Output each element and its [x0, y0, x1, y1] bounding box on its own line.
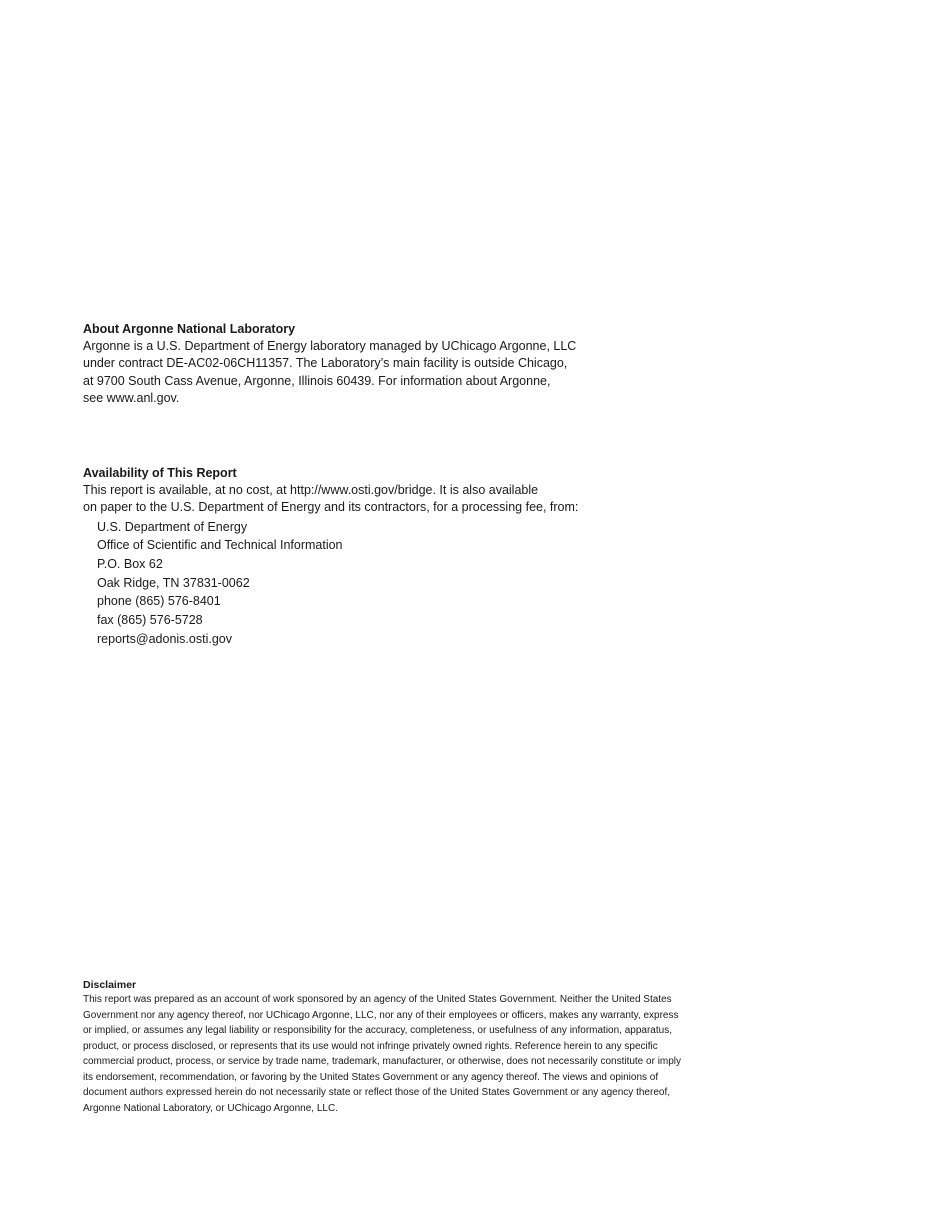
address-line: Office of Scientific and Technical Information: [97, 538, 343, 553]
disclaimer-line: or implied, or assumes any legal liability or responsibility for the accuracy, completeness, or usefulness of any information, apparatus,: [83, 1025, 672, 1036]
about-heading: About Argonne National Laboratory: [83, 322, 296, 336]
disclaimer-section: [83, 978, 743, 1116]
disclaimer-line: Government nor any agency thereof, nor UChicago Argonne, LLC, nor any of their employees or officers, makes any warranty, express: [83, 1009, 679, 1021]
availability-heading: Availability of This Report: [83, 466, 237, 480]
disclaimer-line: This report was prepared as an account of work sponsored by an agency of the United States Government. Neither the United States: [83, 994, 672, 1005]
address-line: U.S. Department of Energy: [97, 519, 248, 534]
disclaimer-line: commercial product, process, or service by trade name, trademark, manufacturer, or otherwise, does not necessarily constitute or imply: [83, 1056, 682, 1067]
about-section: [83, 321, 643, 407]
availability-section: [83, 465, 643, 649]
disclaimer-line: product, or process disclosed, or represents that its use would not infringe privately owned rights. Reference herein to any specific: [83, 1040, 658, 1052]
availability-line: This report is available, at no cost, at http://www.osti.gov/bridge. It is also available: [83, 483, 539, 497]
email-line: reports@adonis.osti.gov: [97, 631, 232, 646]
disclaimer-line: its endorsement, recommendation, or favoring by the United States Government or any agency thereof. The views and opinions of: [83, 1071, 659, 1083]
phone-line: phone (865) 576-8401: [97, 594, 221, 609]
disclaimer-line: document authors expressed herein do not necessarily state or reflect those of the United States Government or any agency thereof,: [83, 1087, 670, 1098]
address-line: P.O. Box 62: [97, 557, 163, 571]
address-block: [97, 518, 643, 649]
disclaimer-line: Argonne National Laboratory, or UChicago Argonne, LLC.: [83, 1102, 338, 1114]
fax-line: fax (865) 576-5728: [97, 613, 203, 628]
disclaimer-heading: Disclaimer: [83, 979, 137, 991]
about-line: Argonne is a U.S. Department of Energy laboratory managed by UChicago Argonne, LLC: [83, 339, 577, 353]
availability-line: on paper to the U.S. Department of Energy and its contractors, for a processing fee, from:: [83, 500, 579, 515]
about-line: under contract DE-AC02-06CH11357. The Laboratory’s main facility is outside Chicago,: [83, 356, 568, 371]
about-line: at 9700 South Cass Avenue, Argonne, Illinois 60439. For information about Argonne,: [83, 373, 551, 388]
about-line: see www.anl.gov.: [83, 390, 180, 405]
address-line: Oak Ridge, TN 37831-0062: [97, 575, 250, 590]
